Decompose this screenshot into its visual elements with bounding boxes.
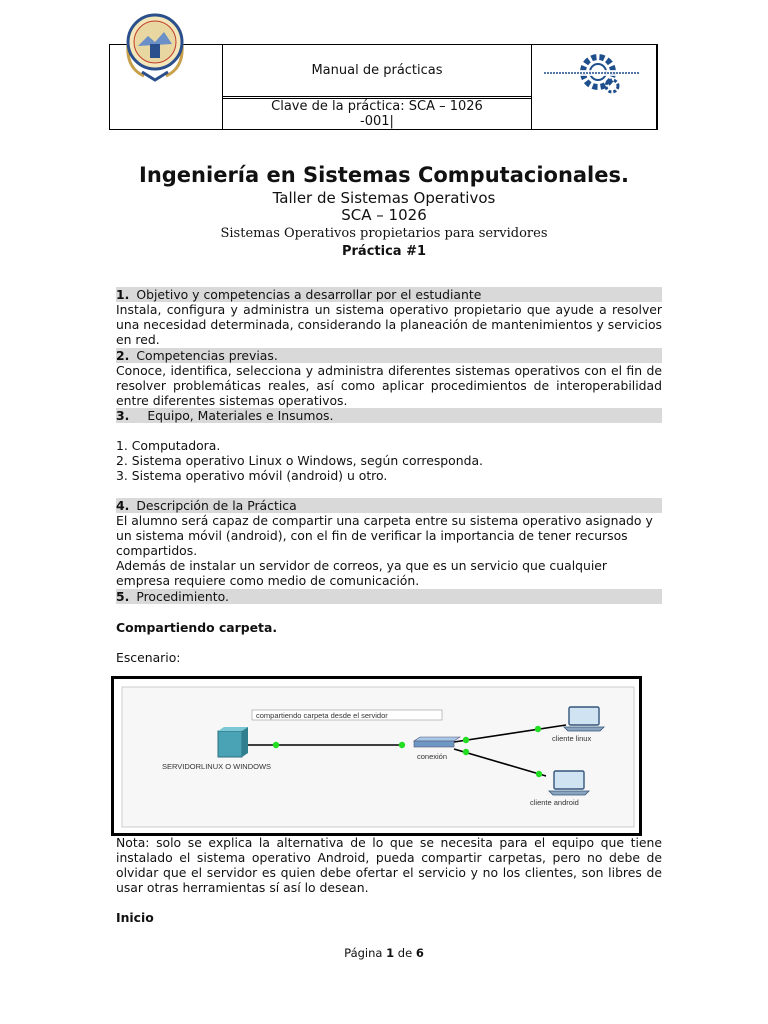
section-5 (116, 589, 662, 604)
note-paragraph: Nota: solo se explica la alternativa de lo que se necesita para el equipo que tiene instalado el sistema operativo Android, pueda compartir carpetas, pero no debe de olvidar que el servidor es quien debe ofertar el servicio y no los clientes, son libres de usar otras herramientas sí así lo desean. (116, 835, 662, 895)
procedure-heading: Compartiendo carpeta. (116, 620, 278, 635)
section-number: 2. (116, 348, 130, 363)
manual-title: Manual de prácticas (311, 62, 443, 78)
career-gear-logo (540, 52, 644, 100)
section-heading (116, 348, 662, 363)
page-of: de (397, 946, 413, 960)
server-label: SERVIDORLINUX O WINDOWS (162, 762, 272, 771)
institution-seal-logo (124, 10, 186, 82)
section-heading (116, 589, 662, 604)
linux-client-label: cliente linux (552, 734, 592, 743)
course-code: SCA – 1026 (341, 206, 427, 224)
android-client-laptop-icon (549, 771, 589, 795)
section-3 (116, 408, 662, 483)
page-number: 1 (386, 946, 395, 960)
android-client-label: cliente android (530, 798, 579, 807)
start-heading: Inicio (116, 910, 154, 925)
list-item: 3. Sistema operativo móvil (android) u otro. (116, 468, 388, 483)
link-status-dot (536, 771, 542, 777)
list-item: 1. Computadora. (116, 438, 221, 453)
section-title: Equipo, Materiales e Insumos. (147, 408, 334, 423)
link-status-dot (463, 737, 469, 743)
course-name: Taller de Sistemas Operativos (272, 189, 496, 207)
switch-label: conexión (417, 752, 448, 761)
page-footer (0, 946, 768, 960)
linux-client-laptop-icon (564, 707, 604, 731)
section-text: Conoce, identifica, selecciona y administra diferentes sistemas operativos con el fin de resolver problemáticas reales, así como aplicar procedimientos de interoperabilidad entre diferentes sistemas operativos. (116, 363, 662, 408)
section-text: El alumno será capaz de compartir una carpeta entre su sistema operativo asignado y un sistema móvil (android), con el fin de verificar la importancia de tener recursos compartidos. (116, 513, 653, 558)
page-prefix: Página (344, 946, 383, 960)
network-diagram-canvas (114, 679, 639, 833)
link-status-dot (273, 742, 279, 748)
scenario-label: Escenario: (116, 650, 181, 665)
section-title: Descripción de la Práctica (136, 498, 297, 513)
section-title: Procedimiento. (136, 589, 229, 604)
practice-key-line2: -001| (360, 114, 394, 129)
link-status-dot (535, 726, 541, 732)
header-divider (531, 44, 532, 130)
diagram-caption: compartiendo carpeta desde el servidor (256, 711, 388, 720)
section-heading (116, 408, 662, 423)
document-title: Ingeniería en Sistemas Computacionales. (139, 163, 629, 187)
link-status-dot (399, 742, 405, 748)
header-divider (656, 44, 658, 130)
section-number: 1. (116, 287, 130, 302)
server-icon (218, 727, 248, 757)
page-total: 6 (415, 946, 424, 960)
section-2 (116, 348, 662, 408)
header-rule (222, 96, 532, 97)
section-title: Objetivo y competencias a desarrollar por el estudiante (136, 287, 482, 302)
list-item: 2. Sistema operativo Linux o Windows, según corresponda. (116, 453, 483, 468)
practice-number: Práctica #1 (341, 244, 427, 259)
section-heading (116, 287, 662, 302)
section-text: Instala, configura y administra un sistema operativo propietario que ayude a resolver una necesidad determinada, considerando la planeación de mantenimientos y servicios en red. (116, 302, 662, 347)
network-diagram (111, 676, 642, 836)
practice-key-line1: Clave de la práctica: SCA – 1026 (271, 99, 483, 114)
practice-topic: Sistemas Operativos propietarios para servidores (220, 226, 548, 241)
section-text: Además de instalar un servidor de correos, ya que es un servicio que cualquier empresa requiere como medio de comunicación. (116, 558, 608, 588)
section-4 (116, 498, 662, 588)
section-number: 5. (116, 589, 130, 604)
link-status-dot (463, 749, 469, 755)
section-number: 3. (116, 408, 130, 423)
section-heading (116, 498, 662, 513)
practice-key (223, 99, 531, 129)
section-1 (116, 287, 662, 347)
switch-icon (414, 737, 460, 747)
section-title: Competencias previas. (136, 348, 278, 363)
section-number: 4. (116, 498, 130, 513)
